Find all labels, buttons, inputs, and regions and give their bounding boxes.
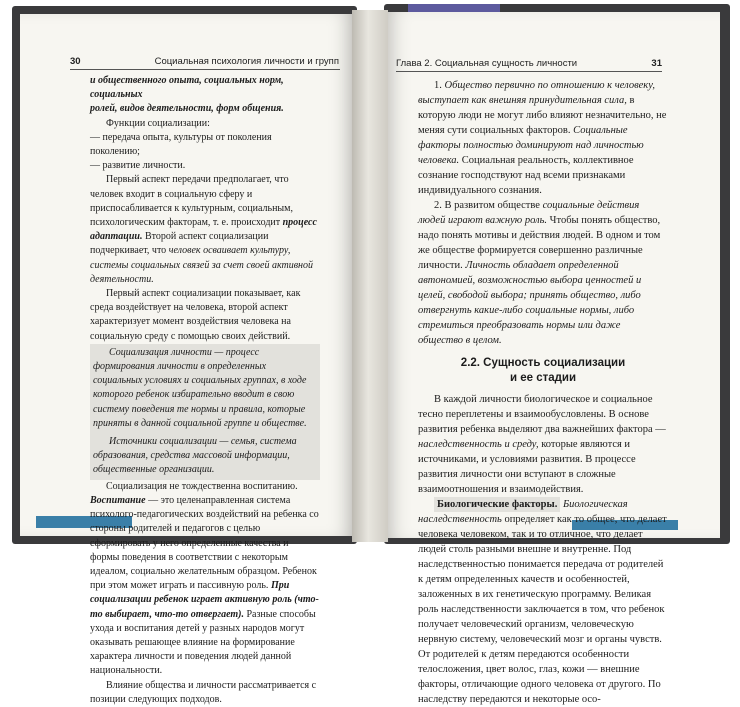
left-running-title: Социальная психология личности и групп [154,56,339,67]
left-function-2: — развитие личности. [90,160,186,172]
left-line-1: и общественного опыта, социальных норм, социальных [90,75,284,101]
left-paragraph-second: Первый аспект социализации показывает, как среда воздействует на человека, второй аспект характеризует момент воздействия человека на социальную среду с помощью своих действий. [90,288,301,342]
left-line-2: ролей, видов деятельности, форм общения. [90,103,284,115]
left-function-1: — передача опыта, культуры от поколения поколению; [90,131,272,158]
right-running-title: Глава 2. Социальная сущность личности [396,58,578,69]
left-paragraph-aspects: Первый аспект передачи предполагает, что человек входит в социальную сферу и приспосабливается к культурным, социальным, психологическим факторам, т. е. происходит процесс адаптации. Второй аспект социализации подчеркивает, что человек осваивает культуру, системы социальных связей за счет своей активной деятельности. [90,174,317,285]
right-running-head [396,58,662,72]
left-page-number: 30 [70,56,81,67]
right-paragraph-1: 1. Общество первично по отношению к человеку, выступает как внешняя принудительная сила, в которую люди не могут либо влияют незначительно, не меняя сути социальных факторов. Социальные факторы полностью доминируют над личностью человека. Социальная реальность, коллективное сознание господствуют над всеми признаками индивидуального сознания. [418,80,667,196]
section-title-line-2: и ее стадии [509,372,577,384]
right-paragraph-4: Биологические факторы. Биологическая наследственность определяет как то общее, что делает человека человеком, так и то отличное, что делает людей столь разными внешне и внутренне. Под наследственностью понимается передача от родителей к детям определенных качеств и особенностей, заложенных в их генетическую программу. Великая роль наследственности заключается в том, что ребенок получает человеческий организм, человеческую нервную систему, человеческий мозг и органы чувств. От родителей к детям передаются особенности телосложения, цвет волос, глаз, кожи — внешние факторы, отличающие одного человека от другого. По наследству передаются и некоторые осо- [418,499,667,705]
left-functions-title: Функции социализации: [106,117,210,129]
right-page-number: 31 [651,58,662,69]
left-paragraph-upbringing: Социализация не тождественна воспитанию. Воспитание — это целенаправленная система психолого-педагогических воздействий на ребенка со стороны родителей и педагогов с целью сформировать у него определенные качества и формы поведения в соответствии с некоторым идеалом, социально желательным образцом. Ребенок при этом может играть и пассивную роль. При социализации ребенок играет активную роль (что-то выбирает, что-то отвергает). Разные способы ухода и воспитания детей у разных народов могут оказывать решающее влияние на формирование характера личности и поведения людей данной национальности. [90,480,319,677]
section-title [418,356,668,386]
left-text-column [90,74,320,707]
right-paragraph-2: 2. В развитом обществе социальные действия людей играют важную роль. Чтобы понять общество, надо понять мотивы и действия людей. В одном и том же обществе формируется совершенно различные личности. Личность обладает определенной автономией, возможностью выбора ценностей и целей, свободой выбора; принять общество, либо отвергнуть какие-либо социальные нормы, либо стремиться преобразовать нормы или даже общество в целом. [418,200,661,346]
left-running-head [70,56,340,70]
left-definition-socialization: Социализация личности — процесс формирования личности в определенных социальных условиях и социальных группах, в ходе которого ребенок избирательно вводит в свою систему поведения те нормы и правила, которые приняты в данной социальной группе и обществе. [90,344,320,433]
book-spine [352,10,388,542]
right-paragraph-3: В каждой личности биологическое и социальное тесно переплетены и взаимообусловлены. В основе развития ребенка выделяют два важнейших фактора — наследственность и среду, которые являются и источниками, и условиями развития. В процессе развития личности они вступают в сложные взаимоотношения и взаимодействия. [418,394,666,495]
right-text-column [418,78,668,707]
left-definition-sources: Источники социализации — семья, система образования, средства массовой информации, общественные организации. [90,433,320,480]
section-title-line-1: 2.2. Сущность социализации [460,357,626,369]
left-paragraph-approaches: Влияние общества и личности рассматривается с позиции следующих подходов. [90,679,317,705]
